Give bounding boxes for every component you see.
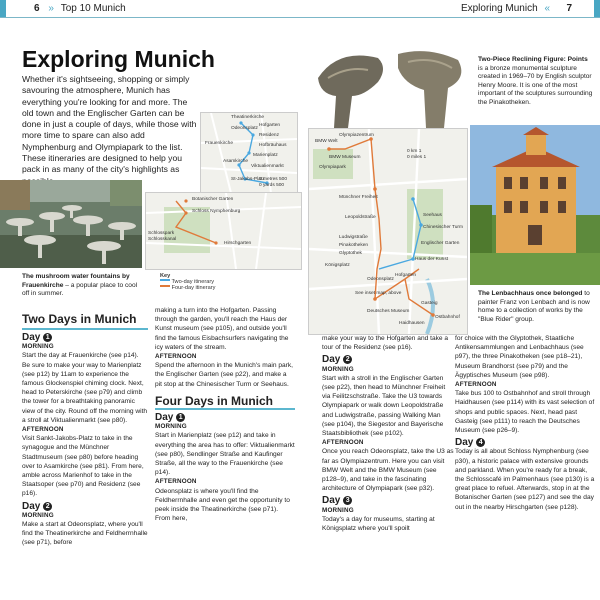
four-day2-afternoon-text: Once you reach Odeonsplatz, take the U3 as far as Olympiazentrum. Here you can visit BMW Welt and the BMW Museum (see p128–9), and take in the fascinating architecture of Olympiapark (see p32). (322, 448, 454, 493)
map-label: Ostbahnhof (435, 315, 460, 320)
day1-number: 1 (43, 333, 52, 342)
map-label: Olympiapark (319, 165, 346, 170)
four-day3-heading (322, 496, 454, 505)
page-number-right: 7 (566, 3, 572, 14)
map-label: Glyptothek (339, 251, 362, 256)
map-label: Pinakotheken (339, 243, 369, 248)
four-day4-label: Day (455, 437, 474, 449)
four-day1-heading (155, 413, 295, 422)
map-label: Münchner Freiheit (339, 195, 378, 200)
day1-afternoon-text: Visit Sankt-Jakobs-Platz to take in the synagogue and the Münchner Stadtmuseum (see p80) before heading over to Asamkirche (see p81). From here, amble across Marienhof to take in the Staatsoper (see p70) and Residenz (see p16). (22, 435, 144, 498)
map-label: Haidhausen (399, 321, 425, 326)
map-label: Schlosskanal (148, 237, 177, 242)
four-day2-heading (322, 355, 454, 364)
map-label: BMW Museum (329, 155, 361, 160)
four-day1-afternoon-text: Odeonsplatz is where you'll find the Feldherrnhalle and even get the opportunity to peek inside the Theatinerkirche (see p71). From here, (155, 487, 290, 523)
four-day4-heading (455, 438, 595, 447)
key-two-day-label: Two-day itinerary (171, 279, 215, 285)
morning-label: MORNING (322, 365, 354, 373)
map-scale: 0 metres 500 (259, 177, 287, 182)
map-inset-note: See inset map, above (355, 291, 402, 296)
day1-label: Day (22, 332, 41, 343)
key-four-day (160, 285, 280, 291)
lenbachhaus-caption-rest: to painter Franz von Lenbach and is now home to a collection of works by the "Blue Rider" group. (478, 290, 590, 323)
two-day-line-icon (160, 279, 170, 281)
intro-text: Whether it's sightseeing, shopping or simply savouring the atmosphere, Munich has everything you're looking for and more. The old town and the Englischer Garten can be done in just a couple of days, while those with more time to spare can also add Nymphenburg and Olympiapark to the list. These itineraries are designed to help you pack in as many of the city's highlights as (22, 74, 197, 175)
morning-label: MORNING (322, 506, 354, 514)
four-day4-number: 4 (476, 438, 485, 447)
map-label: BMW Welt (315, 139, 338, 144)
map-label: Schloss Nymphenburg (192, 209, 241, 214)
sculpture-caption-rest: is a bronze monumental sculpture created in 1969–70 by English sculptor Henry Moore. It is one of the most important of the sculptures surrounding the Pinakotheken. (478, 64, 593, 106)
map-label: St-Jakobs-Platz (231, 177, 265, 182)
four-days-heading: Four Days in Munich (155, 397, 295, 410)
map-key (160, 273, 280, 291)
map-label: Seehaus (423, 213, 442, 218)
four-day-line-icon (160, 285, 170, 287)
running-title-right-text: Exploring Munich (460, 3, 538, 14)
afternoon-label: AFTERNOON (155, 478, 197, 486)
page-tab-right (594, 0, 600, 17)
two-days-day2-afternoon: Spend the afternoon in the Munich's main park, the Englischer Garten (see p22), and make a pit stop at the Chinesischer Turm or Seehaus. (155, 362, 293, 388)
map-label: Chinesischer Turm (423, 225, 463, 230)
four-day3-number: 3 (343, 496, 352, 505)
lenbachhaus-illustration (470, 125, 600, 285)
four-day2-number: 2 (343, 355, 352, 364)
lenbachhaus-caption-bold: The Lenbachhaus once belonged (478, 290, 583, 297)
page-number-left: 6 (34, 3, 40, 14)
afternoon-label: AFTERNOON (155, 353, 197, 361)
afternoon-label: AFTERNOON (455, 381, 497, 389)
header-right (300, 0, 600, 18)
inset-map (200, 112, 298, 194)
map-scale: 0 km 1 (407, 149, 422, 154)
afternoon-label: AFTERNOON (322, 439, 364, 447)
fountains-illustration (0, 180, 142, 268)
sculpture-caption-bold: Two-Piece Reclining Figure: Points (478, 56, 588, 63)
fountains-photo (0, 180, 142, 268)
four-day2-morning-text: Start with a stroll in the Englischer Garten (see p22), then head to Münchner Freiheit via Feilitzschstraße. Take the U3 towards Olympiapark or walk down Leopoldstraße and Ludwigstraße, passing Walking Man (see p104), the Siegestor and Bayerische Staatsbibliothek (see p102). (322, 374, 446, 438)
fountains-caption (22, 273, 142, 299)
day2-number: 2 (43, 502, 52, 511)
map-label: Haus der Kunst (415, 257, 449, 262)
key-four-day-label: Four-day itinerary (171, 285, 216, 291)
map-label: Marienplatz (253, 153, 278, 158)
key-title: Key (160, 273, 171, 279)
running-title-right (461, 0, 550, 17)
four-day1-number: 1 (176, 413, 185, 422)
sculpture-caption (478, 56, 594, 108)
map-label: Botanischer Garten (192, 197, 234, 202)
running-title-left: Top 10 Munich (60, 3, 126, 14)
map-label: Hofgarten (395, 273, 417, 278)
lenbachhaus-caption (478, 290, 596, 324)
day1-morning-text: Start the day at Frauenkirche (see p14). Be sure to make your way to Marienplatz (see p12) by 11am to experience the famous Glockenspiel chiming clock. Next, head to Peterskirche (see p79) and climb the tower for a breathtaking panoramic view of the city. Round off the morning with a stroll at Viktualienmarkt (see p80). (22, 352, 148, 424)
four-day4-morning-text: Today is all about Schloss Nymphenburg (see p30), a historic palace with extensive grounds and parkland. When you're ready for a break, the Schlosscafé im Palmenhaus (see p130) is a great place to refuel. Afterwards, stop in at the Botanischer Garten (see p127) and see the day out in the nearby Hirschgarten (see p128). (455, 448, 595, 511)
fountains-caption-rest: – a popular place to cool off in summer. (22, 281, 138, 298)
map-label: Hofgarten (259, 123, 281, 128)
day2-morning-text: Make a start at Odeonsplatz, where you'll find the Theatinerkirche and Feldherrnhalle (see p71), before (22, 521, 148, 547)
four-day3-continued: for choice with the Glyptothek, Staatliche Antikensammlungen and Lenbachhaus (see p97), the three Pinakotheken (see p18–21), Museum Brandhorst (see p79) and the Ägyptisches Museum (see p98). (455, 335, 584, 379)
column-2 (155, 306, 295, 523)
four-day3-morning-text: Today's a day for museums, starting at Königsplatz where you'll spoilt (322, 515, 435, 533)
page-tab-left (0, 0, 6, 17)
morning-label: MORNING (155, 423, 187, 431)
day1-heading (22, 333, 148, 342)
two-days-heading: Two Days in Munich (22, 312, 148, 330)
morning-label: MORNING (22, 511, 54, 519)
map-scale-2: 0 miles 1 (407, 155, 427, 160)
map-label: Gasteig (421, 301, 438, 306)
map-label: Olympiazentrum (339, 133, 374, 138)
sculpture-photo (308, 38, 472, 136)
map-label: Schlosspark (148, 231, 175, 236)
chevron-right-icon: » (48, 3, 54, 14)
map-label: Theatinerkirche (231, 115, 265, 120)
four-day1-continued: make your way to the Hofgarten and take a tour of the Residenz (see p16). (322, 335, 449, 352)
map-label: Leopoldstraße (345, 215, 376, 220)
map-scale-2: 0 yards 500 (259, 183, 285, 188)
morning-label: MORNING (22, 343, 54, 351)
big-map (308, 128, 468, 335)
four-day1-morning-text: Start in Marienplatz (see p12) and take in everything the area has to offer: Viktualienmarkt (see p80), Sendlinger Straße and Kaufinger Straße, all the way to the Frauenkirche (see p14). (155, 432, 295, 477)
four-day2-label: Day (322, 354, 341, 366)
page-title: Exploring Munich (22, 46, 215, 72)
chevron-left-icon: « (544, 3, 550, 14)
map-label: Englischer Garten (421, 241, 460, 246)
nymphenburg-map (145, 192, 302, 270)
map-label: Königsplatz (325, 263, 350, 268)
four-day3-afternoon-text: Take bus 100 to Ostbahnhof and stroll through Haidhausen (see p114) with its vast selection of shops and public spaces. Next, head past Gasteig (see p111) to reach the Deutsches Museum (see p26–9). (455, 390, 595, 435)
four-day1-label: Day (155, 412, 174, 424)
day2-label: Day (22, 500, 41, 512)
sculpture-illustration (308, 38, 472, 136)
map-label: Odeonsplatz (367, 277, 394, 282)
column-4 (455, 334, 595, 512)
column-3 (322, 334, 454, 533)
map-label: Frauenkirche (205, 141, 233, 146)
map-label: Hirschgarten (224, 241, 252, 246)
day2-heading (22, 502, 148, 511)
map-label: Hofbräuhaus (259, 143, 287, 148)
fountains-caption-bold: The mushroom water fountains by Frauenkirche (22, 273, 130, 289)
map-label: Ludwigstraße (339, 235, 368, 240)
map-label: Residenz (259, 133, 279, 138)
two-days-day2-continued: making a turn into the Hofgarten. Passing through the garden, you'll reach the Haus der Kunst museum (see p105), and outside you'll find the famous Eisbachsurfers navigating the icy waters of the stream. (155, 307, 289, 351)
afternoon-label: AFTERNOON (22, 426, 64, 434)
map-label: Viktualienmarkt (251, 164, 284, 169)
map-label: Odeonsplatz (231, 126, 258, 131)
four-day3-label: Day (322, 495, 341, 507)
map-label: Asamkirche (223, 159, 249, 164)
lenbachhaus-photo (470, 125, 600, 285)
map-label: Deutsches Museum (367, 309, 410, 314)
two-days-column (22, 312, 148, 548)
header-left (0, 0, 300, 18)
